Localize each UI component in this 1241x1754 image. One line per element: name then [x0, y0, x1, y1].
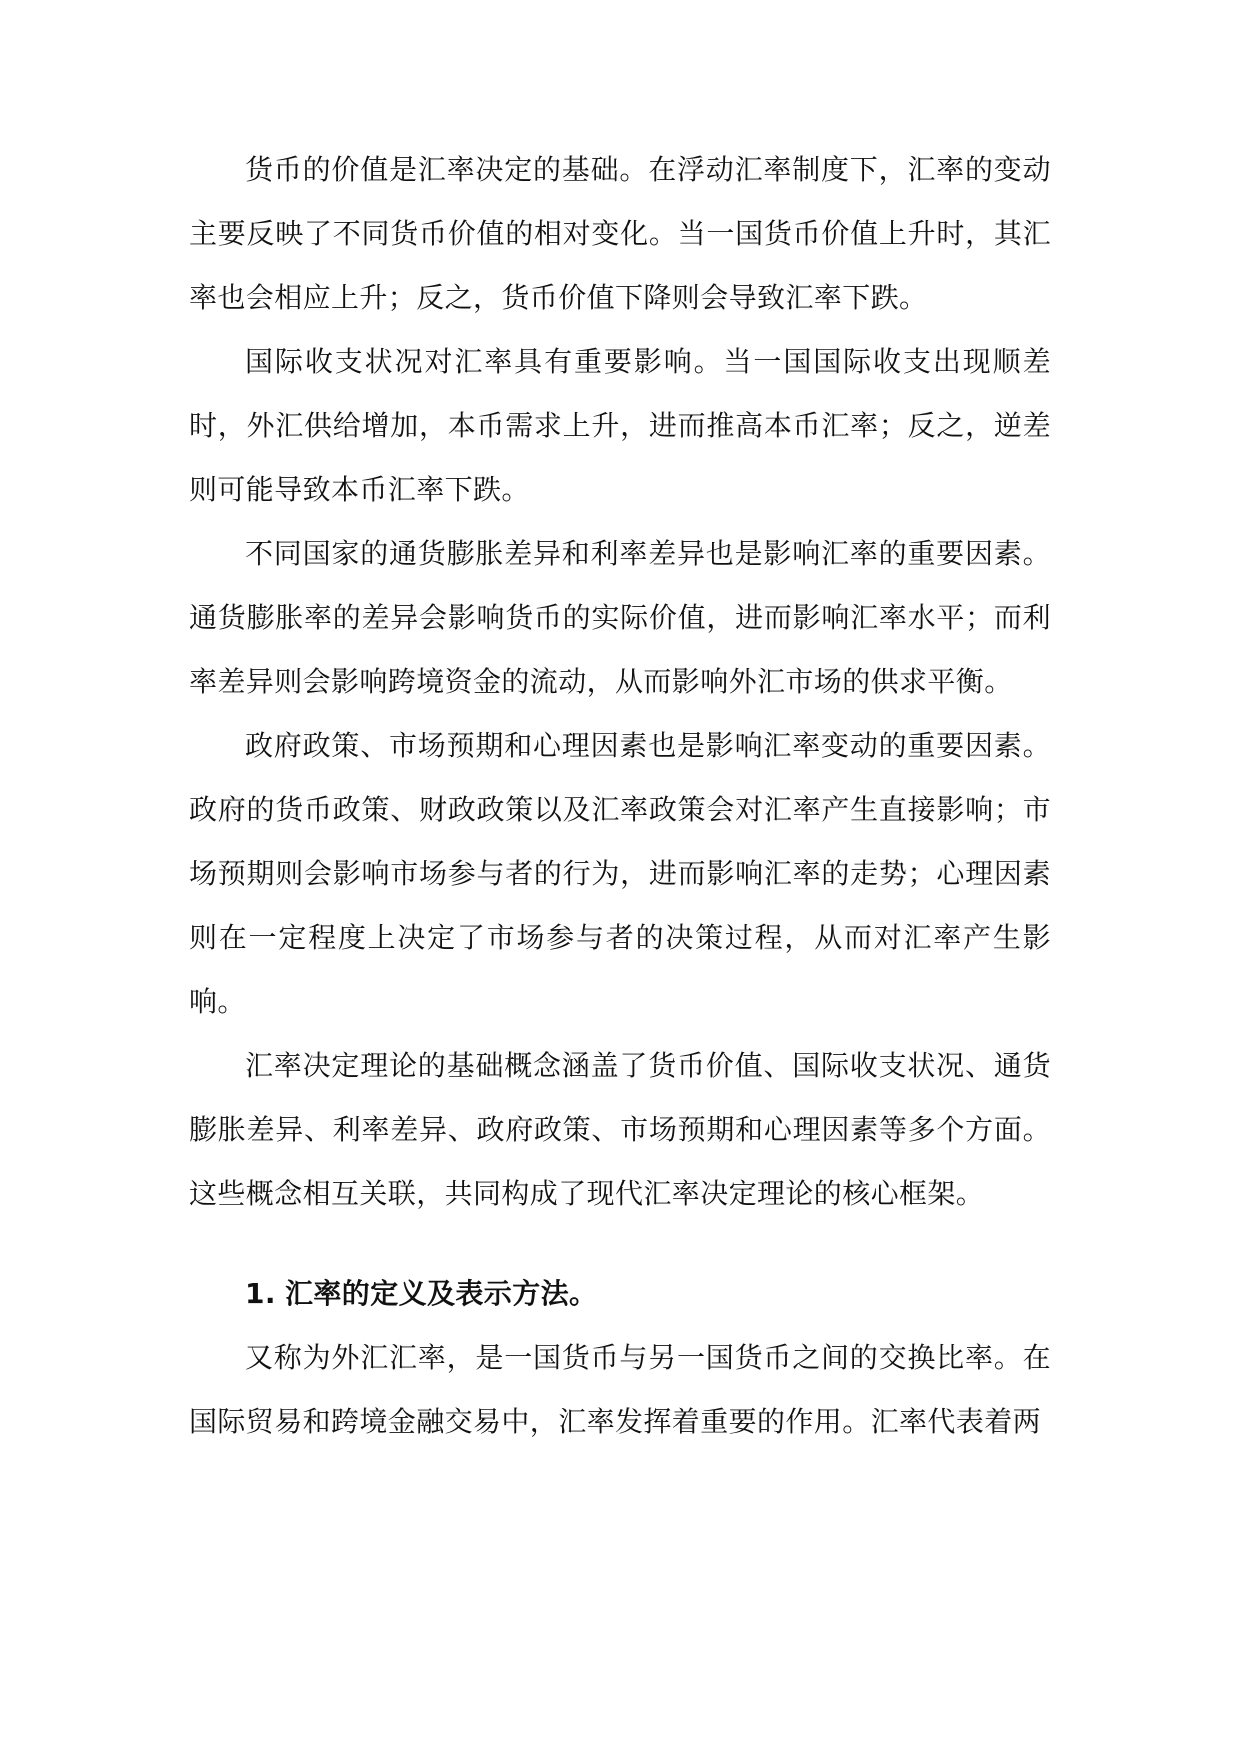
paragraph-inflation-interest: 不同国家的通货膨胀差异和利率差异也是影响汇率的重要因素。通货膨胀率的差异会影响货币的实际价值，进而影响汇率水平；而利率差异则会影响跨境资金的流动，从而影响外汇市场的供求平衡。 — [189, 537, 1051, 698]
paragraph-policy-expectations: 政府政策、市场预期和心理因素也是影响汇率变动的重要因素。政府的货币政策、财政政策以及汇率政策会对汇率产生直接影响；市场预期则会影响市场参与者的行为，进而影响汇率的走势；心理因素则在一定程度上决定了市场参与者的决策过程，从而对汇率产生影响。 — [189, 729, 1051, 1018]
paragraph-summary: 汇率决定理论的基础概念涵盖了货币价值、国际收支状况、通货膨胀差异、利率差异、政府政策、市场预期和心理因素等多个方面。这些概念相互关联，共同构成了现代汇率决定理论的核心框架。 — [189, 1049, 1051, 1210]
document-body — [189, 138, 1051, 1454]
paragraph-balance-of-payments: 国际收支状况对汇率具有重要影响。当一国国际收支出现顺差时，外汇供给增加，本币需求上升，进而推高本币汇率；反之，逆差则可能导致本币汇率下跌。 — [189, 345, 1051, 506]
section-title: 汇率的定义及表示方法。 — [285, 1277, 598, 1310]
section-number: 1. — [245, 1277, 276, 1310]
section-heading — [189, 1262, 1051, 1326]
paragraph-exchange-rate-definition: 又称为外汇汇率，是一国货币与另一国货币之间的交换比率。在国际贸易和跨境金融交易中，汇率发挥着重要的作用。汇率代表着两 — [189, 1341, 1051, 1438]
paragraph-currency-value: 货币的价值是汇率决定的基础。在浮动汇率制度下，汇率的变动主要反映了不同货币价值的相对变化。当一国货币价值上升时，其汇率也会相应上升；反之，货币价值下降则会导致汇率下跌。 — [189, 153, 1051, 314]
